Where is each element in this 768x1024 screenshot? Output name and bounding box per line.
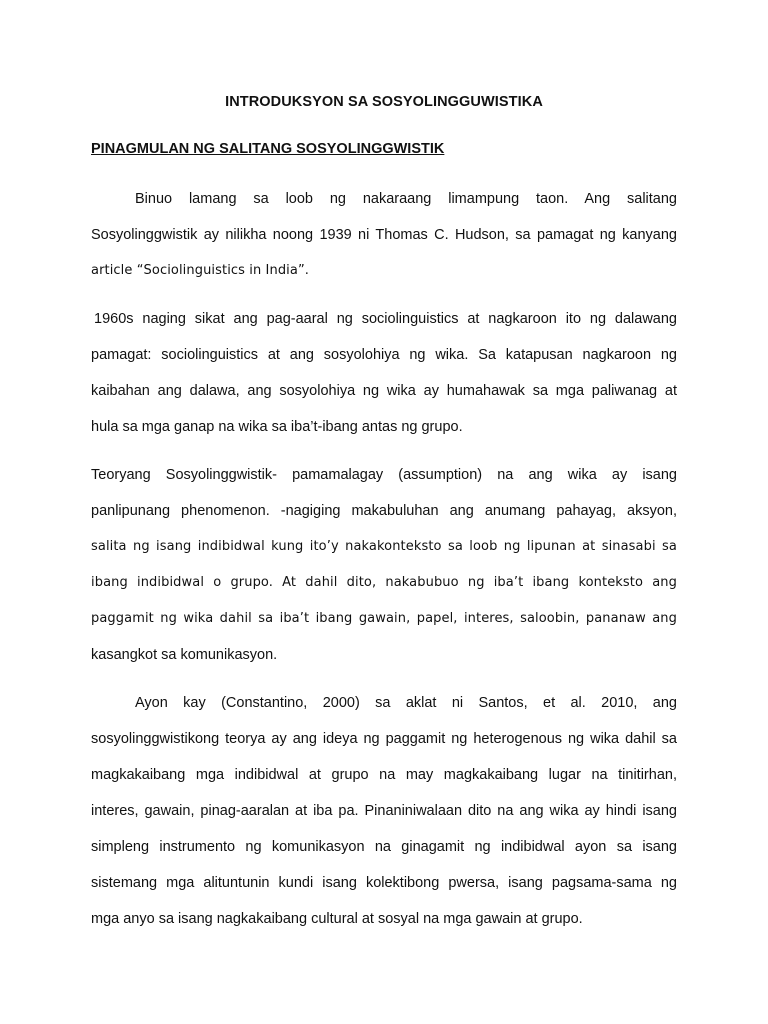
paragraph-line: article “Sociolinguistics in India”. [91,263,310,278]
paragraph-line: hula sa mga ganap na wika sa iba’t-ibang antas ng grupo. [91,419,463,435]
paragraph-line: kasangkot sa komunikasyon. [91,647,278,663]
paragraph-line: Teoryang Sosyolinggwistik- pamamalagay (assumption) na ang wika ay isang [91,467,677,483]
document-title: INTRODUKSYON SA SOSYOLINGGUWISTIKA [225,94,543,110]
paragraph-line: 1960s naging sikat ang pag-aaral ng sociolinguistics at nagkaroon ito ng dalawang [94,311,677,327]
paragraph-line: simpleng instrumento ng komunikasyon na ginagamit ng indibidwal ayon sa isang [91,839,677,855]
paragraph-line: Ayon kay (Constantino, 2000) sa aklat ni Santos, et al. 2010, ang [135,695,677,711]
section-heading: PINAGMULAN NG SALITANG SOSYOLINGGWISTIK [91,141,445,157]
paragraph-line: interes, gawain, pinag-aaralan at iba pa. Pinaniniwalaan dito na ang wika ay hindi isang [91,803,677,819]
paragraph-line: pamagat: sociolinguistics at ang sosyolohiya ng wika. Sa katapusan nagkaroon ng [91,347,677,363]
paragraph-line: kaibahan ang dalawa, ang sosyolohiya ng wika ay humahawak sa mga paliwanag at [91,383,677,399]
paragraph-line: sistemang mga alituntunin kundi isang kolektibong pwersa, isang pagsama-sama ng [91,875,677,891]
paragraph-2 [91,309,677,453]
paragraph-line: Sosyolinggwistik ay nilikha noong 1939 ni Thomas C. Hudson, sa pamagat ng kanyang [91,227,677,243]
paragraph-line: sosyolinggwistikong teorya ay ang ideya ng paggamit ng heterogenous ng wika dahil sa [91,731,677,747]
paragraph-line: mga anyo sa isang nagkakaibang cultural at sosyal na mga gawain at grupo. [91,911,583,927]
paragraph-line: ibang indibidwal o grupo. At dahil dito, nakabubuo ng iba’t ibang konteksto ang [91,575,677,590]
paragraph-line: panlipunang phenomenon. -nagiging makabuluhan ang anumang pahayag, aksyon, [91,503,677,519]
paragraph-line: paggamit ng wika dahil sa iba’t ibang gawain, papel, interes, saloobin, pananaw ang [91,611,677,626]
paragraph-line: Binuo lamang sa loob ng nakaraang limampung taon. Ang salitang [135,191,677,207]
paragraph-line: salita ng isang indibidwal kung ito’y nakakonteksto sa loob ng lipunan at sinasabi sa [91,539,677,554]
paragraph-1 [91,189,677,297]
paragraph-line: magkakaibang mga indibidwal at grupo na may magkakaibang lugar na tinitirhan, [91,767,677,783]
paragraph-3 [91,465,677,681]
paragraph-4 [91,693,677,945]
